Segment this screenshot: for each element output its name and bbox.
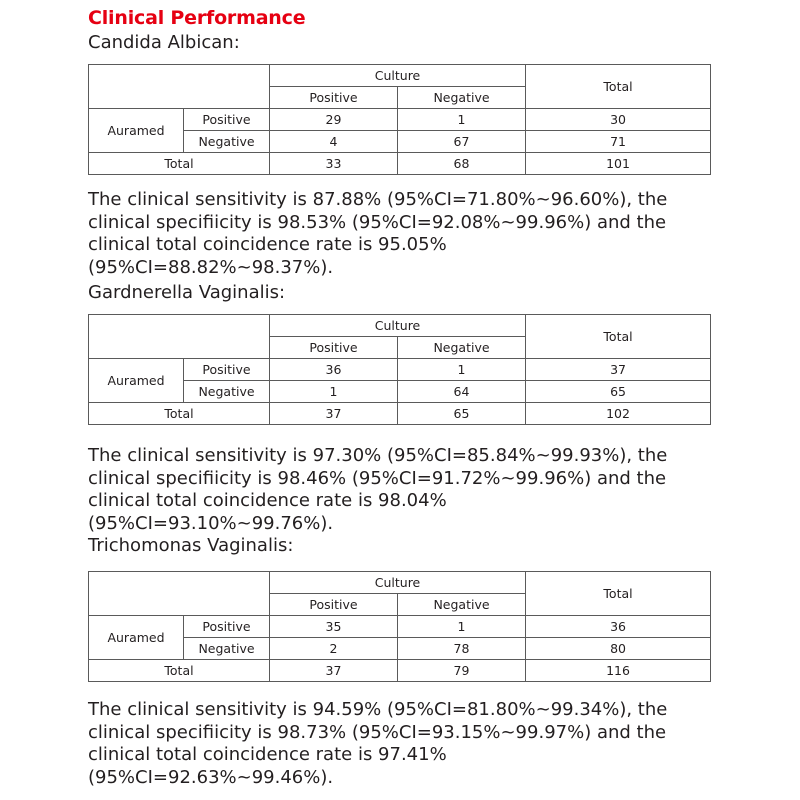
paragraph-line: clinical total coincidence rate is 95.05%	[88, 234, 447, 255]
cell-total-pos: 37	[270, 660, 398, 682]
row-group-label: Auramed	[89, 616, 184, 660]
table-corner-cell	[89, 65, 270, 109]
cell-pos-neg: 1	[398, 616, 526, 638]
culture-header: Culture	[270, 65, 526, 87]
culture-header: Culture	[270, 315, 526, 337]
result-paragraph-candida	[88, 189, 728, 279]
row-negative-label: Negative	[184, 638, 270, 660]
table-corner-cell	[89, 572, 270, 616]
culture-negative-header: Negative	[398, 87, 526, 109]
cell-total-neg: 65	[398, 403, 526, 425]
result-paragraph-trichomonas	[88, 699, 728, 789]
cell-total-total: 102	[526, 403, 711, 425]
culture-negative-header: Negative	[398, 337, 526, 359]
paragraph-line: The clinical sensitivity is 94.59% (95%CI=81.80%~99.34%), the	[88, 699, 668, 720]
cell-neg-total: 80	[526, 638, 711, 660]
cell-neg-pos: 2	[270, 638, 398, 660]
cell-pos-neg: 1	[398, 359, 526, 381]
cell-neg-neg: 67	[398, 131, 526, 153]
total-column-header: Total	[526, 572, 711, 616]
cell-total-total: 101	[526, 153, 711, 175]
total-column-header: Total	[526, 65, 711, 109]
paragraph-line: clinical specifiicity is 98.73% (95%CI=93.15%~99.97%) and the	[88, 721, 667, 743]
cell-total-neg: 68	[398, 153, 526, 175]
cell-pos-neg: 1	[398, 109, 526, 131]
section-heading-candida: Candida Albican:	[88, 32, 240, 53]
row-total-label: Total	[89, 153, 270, 175]
row-positive-label: Positive	[184, 109, 270, 131]
row-negative-label: Negative	[184, 381, 270, 403]
row-positive-label: Positive	[184, 616, 270, 638]
page-title: Clinical Performance	[88, 7, 306, 29]
culture-header: Culture	[270, 572, 526, 594]
row-total-label: Total	[89, 660, 270, 682]
total-column-header: Total	[526, 315, 711, 359]
cell-total-neg: 79	[398, 660, 526, 682]
paragraph-line: clinical specifiicity is 98.46% (95%CI=91.72%~99.96%) and the	[88, 467, 667, 489]
cell-total-pos: 37	[270, 403, 398, 425]
cell-total-total: 116	[526, 660, 711, 682]
result-paragraph-gardnerella	[88, 445, 728, 535]
cell-pos-pos: 36	[270, 359, 398, 381]
table-corner-cell	[89, 315, 270, 359]
contingency-table-candida	[88, 64, 711, 175]
cell-neg-total: 65	[526, 381, 711, 403]
cell-neg-total: 71	[526, 131, 711, 153]
row-positive-label: Positive	[184, 359, 270, 381]
row-group-label: Auramed	[89, 359, 184, 403]
paragraph-line: (95%CI=88.82%~98.37%).	[88, 256, 334, 278]
row-total-label: Total	[89, 403, 270, 425]
culture-negative-header: Negative	[398, 594, 526, 616]
cell-pos-pos: 29	[270, 109, 398, 131]
paragraph-line: The clinical sensitivity is 97.30% (95%CI=85.84%~99.93%), the	[88, 445, 668, 466]
paragraph-line: (95%CI=92.63%~99.46%).	[88, 766, 334, 788]
row-negative-label: Negative	[184, 131, 270, 153]
cell-total-pos: 33	[270, 153, 398, 175]
cell-neg-neg: 64	[398, 381, 526, 403]
paragraph-line: clinical total coincidence rate is 97.41%	[88, 744, 447, 765]
cell-neg-pos: 4	[270, 131, 398, 153]
paragraph-line: The clinical sensitivity is 87.88% (95%CI=71.80%~96.60%), the	[88, 189, 668, 210]
cell-pos-total: 37	[526, 359, 711, 381]
paragraph-line: (95%CI=93.10%~99.76%).	[88, 512, 334, 534]
paragraph-line: clinical total coincidence rate is 98.04%	[88, 490, 447, 511]
cell-neg-neg: 78	[398, 638, 526, 660]
contingency-table-gardnerella	[88, 314, 711, 425]
cell-neg-pos: 1	[270, 381, 398, 403]
paragraph-line: clinical specifiicity is 98.53% (95%CI=92.08%~99.96%) and the	[88, 211, 667, 233]
contingency-table-trichomonas	[88, 571, 711, 682]
culture-positive-header: Positive	[270, 594, 398, 616]
cell-pos-pos: 35	[270, 616, 398, 638]
cell-pos-total: 30	[526, 109, 711, 131]
cell-pos-total: 36	[526, 616, 711, 638]
culture-positive-header: Positive	[270, 337, 398, 359]
section-heading-trichomonas: Trichomonas Vaginalis:	[88, 535, 294, 556]
row-group-label: Auramed	[89, 109, 184, 153]
culture-positive-header: Positive	[270, 87, 398, 109]
section-heading-gardnerella: Gardnerella Vaginalis:	[88, 282, 286, 303]
